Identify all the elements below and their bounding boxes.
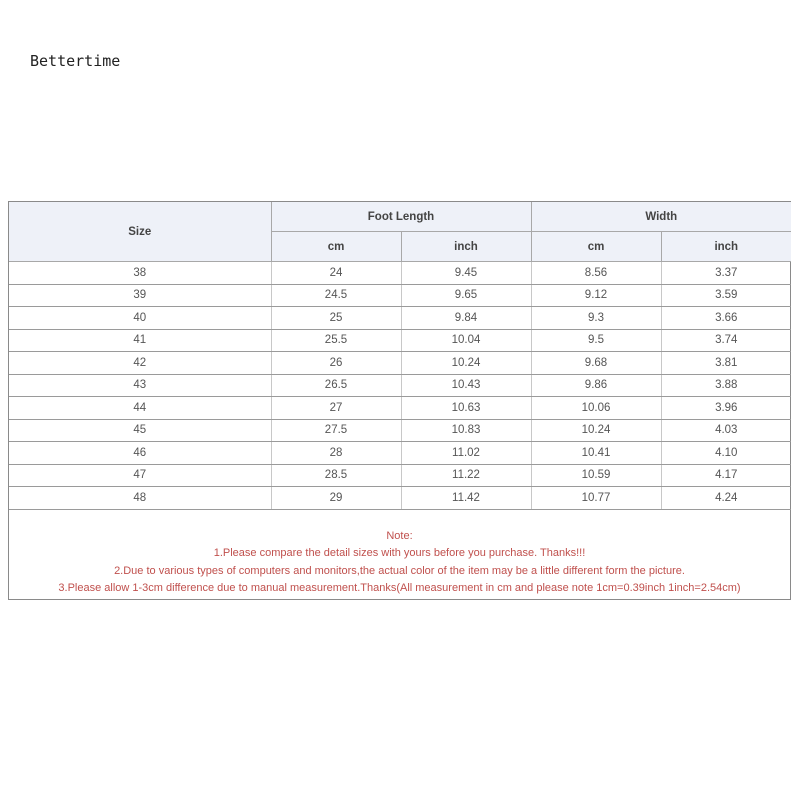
width-cm-cell: 9.86: [531, 374, 661, 397]
foot-cm-cell: 28: [271, 442, 401, 465]
foot-cm-cell: 29: [271, 487, 401, 510]
table-row: [9, 352, 791, 375]
foot-inch-cell: 9.45: [401, 262, 531, 285]
width-cm-cell: 10.06: [531, 397, 661, 420]
foot-cm-cell: 26: [271, 352, 401, 375]
width-inch-cell: 3.81: [661, 352, 791, 375]
foot-length-header: Foot Length: [271, 202, 531, 232]
size-cell: 43: [9, 374, 271, 397]
foot-inch-cell: 10.43: [401, 374, 531, 397]
size-chart: [8, 201, 791, 600]
table-body: [9, 262, 791, 510]
foot-cm-cell: 24.5: [271, 284, 401, 307]
foot-cm-cell: 28.5: [271, 464, 401, 487]
foot-inch-cell: 11.22: [401, 464, 531, 487]
foot-inch-header: inch: [401, 232, 531, 262]
notes-title: Note:: [386, 529, 413, 542]
table-row: [9, 307, 791, 330]
table-row: [9, 397, 791, 420]
size-cell: 47: [9, 464, 271, 487]
foot-cm-cell: 26.5: [271, 374, 401, 397]
size-cell: 42: [9, 352, 271, 375]
table-header: [9, 202, 791, 262]
width-inch-cell: 4.10: [661, 442, 791, 465]
foot-cm-cell: 25.5: [271, 329, 401, 352]
size-cell: 44: [9, 397, 271, 420]
width-cm-cell: 9.12: [531, 284, 661, 307]
size-cell: 38: [9, 262, 271, 285]
foot-cm-header: cm: [271, 232, 401, 262]
size-cell: 46: [9, 442, 271, 465]
width-inch-cell: 3.74: [661, 329, 791, 352]
width-inch-cell: 4.24: [661, 487, 791, 510]
foot-inch-cell: 11.02: [401, 442, 531, 465]
size-cell: 45: [9, 419, 271, 442]
foot-inch-cell: 10.24: [401, 352, 531, 375]
foot-inch-cell: 9.65: [401, 284, 531, 307]
foot-cm-cell: 27: [271, 397, 401, 420]
foot-cm-cell: 25: [271, 307, 401, 330]
note-line-3: 3.Please allow 1-3cm difference due to manual measurement.Thanks(All measurement in cm and please note 1cm=0.39inch 1inch=2.54cm): [58, 582, 741, 594]
table-row: [9, 464, 791, 487]
width-inch-cell: 3.88: [661, 374, 791, 397]
table-row: [9, 487, 791, 510]
size-column-header: Size: [9, 202, 271, 262]
width-cm-cell: 10.41: [531, 442, 661, 465]
width-inch-cell: 4.03: [661, 419, 791, 442]
table-row: [9, 374, 791, 397]
width-cm-header: cm: [531, 232, 661, 262]
note-line-2: 2.Due to various types of computers and monitors,the actual color of the item may be a little different form the picture.: [114, 564, 685, 577]
brand-title: Bettertime: [30, 52, 121, 70]
note-line-1: 1.Please compare the detail sizes with yours before you purchase. Thanks!!!: [213, 547, 586, 559]
width-cm-cell: 9.5: [531, 329, 661, 352]
size-cell: 41: [9, 329, 271, 352]
size-cell: 39: [9, 284, 271, 307]
table-row: [9, 262, 791, 285]
width-inch-cell: 3.59: [661, 284, 791, 307]
width-header: Width: [531, 202, 791, 232]
foot-inch-cell: 9.84: [401, 307, 531, 330]
foot-inch-cell: 10.04: [401, 329, 531, 352]
width-inch-header: inch: [661, 232, 791, 262]
width-inch-cell: 4.17: [661, 464, 791, 487]
foot-cm-cell: 27.5: [271, 419, 401, 442]
width-inch-cell: 3.37: [661, 262, 791, 285]
size-cell: 48: [9, 487, 271, 510]
notes-section: [9, 510, 790, 599]
foot-cm-cell: 24: [271, 262, 401, 285]
width-cm-cell: 10.77: [531, 487, 661, 510]
width-inch-cell: 3.66: [661, 307, 791, 330]
foot-inch-cell: 11.42: [401, 487, 531, 510]
table-row: [9, 419, 791, 442]
size-cell: 40: [9, 307, 271, 330]
width-cm-cell: 10.24: [531, 419, 661, 442]
width-cm-cell: 8.56: [531, 262, 661, 285]
table-row: [9, 284, 791, 307]
width-cm-cell: 9.68: [531, 352, 661, 375]
table-row: [9, 329, 791, 352]
foot-inch-cell: 10.83: [401, 419, 531, 442]
size-table: [9, 202, 791, 510]
width-cm-cell: 9.3: [531, 307, 661, 330]
table-row: [9, 442, 791, 465]
width-cm-cell: 10.59: [531, 464, 661, 487]
foot-inch-cell: 10.63: [401, 397, 531, 420]
width-inch-cell: 3.96: [661, 397, 791, 420]
